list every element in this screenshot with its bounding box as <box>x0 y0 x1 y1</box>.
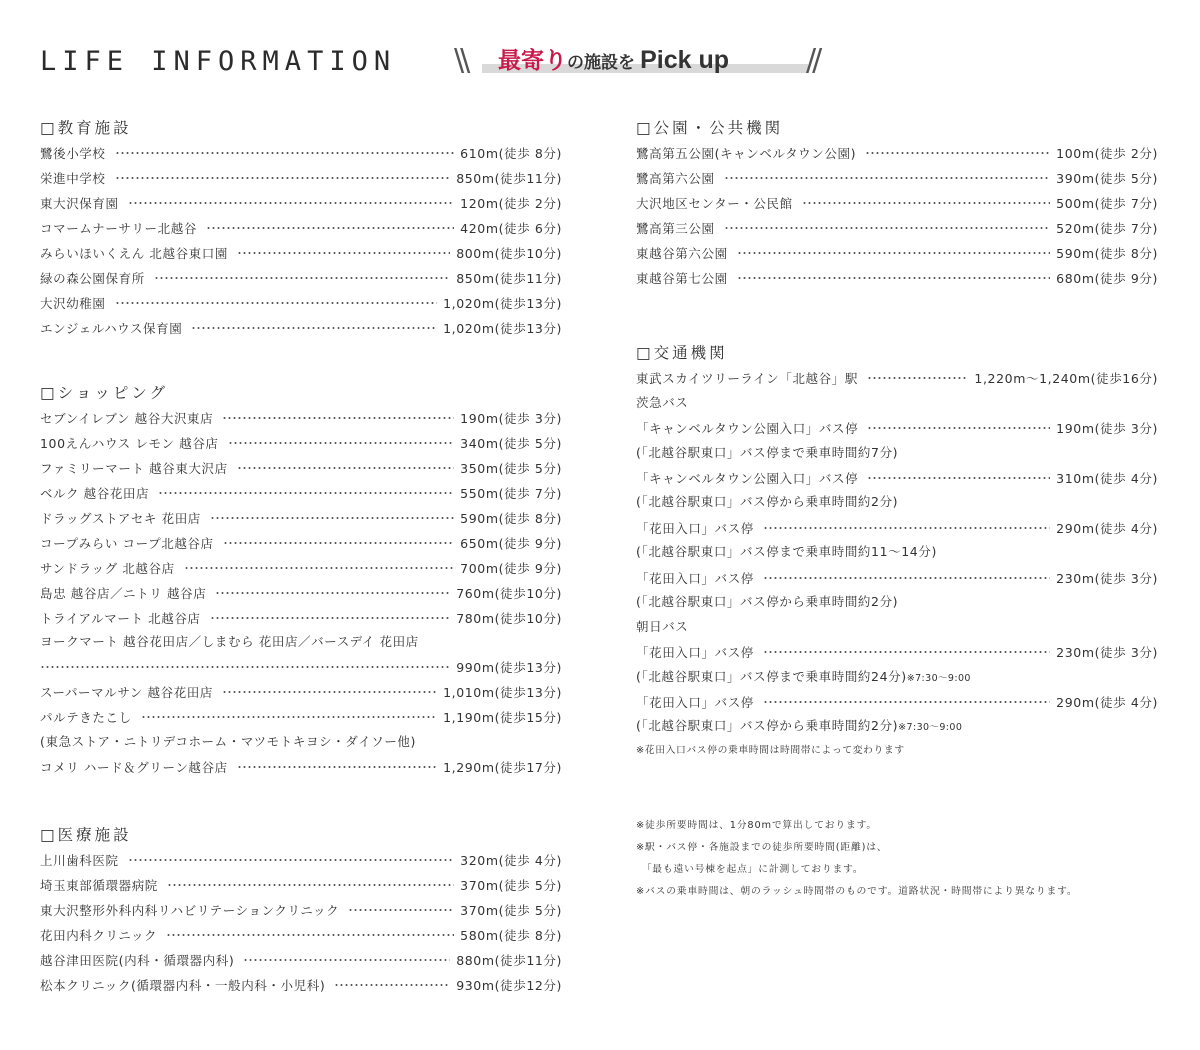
medical-title: □医療施設 <box>40 826 132 844</box>
facility-distance: 650m(徒歩 9分) <box>460 535 562 551</box>
transport-bus-name: 「花田入口」バス停 <box>636 645 754 661</box>
leader-dots <box>115 302 438 304</box>
parks-title: □公園・公共機関 <box>636 119 784 137</box>
leader-dots <box>141 716 437 718</box>
education-section <box>40 116 562 340</box>
facility-distance: 520m(徒歩 7分) <box>1056 221 1158 237</box>
facility-row <box>636 216 1158 241</box>
facility-distance: 780m(徒歩10分) <box>456 610 562 626</box>
transport-tobu-name: 東武スカイツリーライン「北越谷」駅 <box>636 371 858 387</box>
facility-name: ファミリーマート 越谷東大沢店 <box>40 461 228 477</box>
transport-title: □交通機関 <box>636 344 728 362</box>
facility-row <box>40 705 562 730</box>
facility-distance: 1,020m(徒歩13分) <box>443 320 562 336</box>
leader-dots <box>237 252 450 254</box>
leader-dots <box>348 909 454 911</box>
transport-bus-value: 290m(徒歩 4分) <box>1056 695 1158 711</box>
facility-distance: 880m(徒歩11分) <box>456 953 562 968</box>
leader-dots <box>724 177 1051 179</box>
leader-dots <box>867 427 1050 429</box>
facility-name: ドラッグストアセキ 花田店 <box>40 511 201 526</box>
facility-name: 緑の森公園保育所 <box>40 270 145 286</box>
shopping-york-value: 990m(徒歩13分) <box>456 660 562 676</box>
leader-dots <box>191 327 437 329</box>
facility-name: 越谷津田医院(内科・循環器内科) <box>40 953 235 968</box>
leader-dots <box>115 177 451 179</box>
leader-dots <box>763 527 1050 529</box>
transport-bus-note-text: (「北越谷駅東口」バス停から乗車時間約2分) <box>636 718 899 734</box>
facility-distance: 550m(徒歩 7分) <box>460 486 562 502</box>
leader-dots <box>222 417 454 419</box>
facility-distance: 610m(徒歩 8分) <box>460 146 562 162</box>
transport-bus-note-text: (「北越谷駅東口」バス停まで乗車時間約24分) <box>636 668 907 684</box>
leader-dots <box>206 227 454 229</box>
facility-distance: 760m(徒歩10分) <box>456 585 562 601</box>
facility-row <box>40 315 562 340</box>
shopping-list-c <box>40 754 562 779</box>
shopping-section <box>40 381 562 779</box>
facility-row <box>40 873 562 898</box>
facility-name: サンドラッグ 北越谷店 <box>40 560 175 576</box>
facility-row <box>40 216 562 241</box>
leader-dots <box>737 252 1050 254</box>
facility-name: 東越谷第六公園 <box>636 246 728 261</box>
leader-dots <box>865 152 1050 154</box>
facility-distance: 370m(徒歩 5分) <box>460 878 562 894</box>
facility-distance: 500m(徒歩 7分) <box>1056 196 1158 212</box>
transport-bus-note <box>636 714 1158 739</box>
parks-section <box>636 116 1158 290</box>
leader-dots <box>167 884 454 886</box>
facility-distance: 680m(徒歩 9分) <box>1056 270 1158 286</box>
slash-decoration-right: // <box>806 43 819 78</box>
transport-bus-row <box>636 466 1158 491</box>
facility-name: 埼玉東部循環器病院 <box>40 878 158 894</box>
facility-name: 上川歯科医院 <box>40 853 119 869</box>
leader-dots <box>115 152 455 154</box>
facility-distance: 120m(徒歩 2分) <box>460 196 562 212</box>
facility-row <box>40 530 562 555</box>
education-list <box>40 141 562 340</box>
medical-section <box>40 823 562 997</box>
page-title: LIFE INFORMATION <box>40 46 397 77</box>
transport-bus-value: 190m(徒歩 3分) <box>1056 421 1158 437</box>
transport-bus-note <box>636 665 1158 690</box>
leader-dots <box>184 567 454 569</box>
facility-name: 大沢幼稚園 <box>40 295 106 311</box>
transport-bus-row <box>636 640 1158 665</box>
shopping-york-row <box>40 655 562 680</box>
leader-dots <box>154 277 450 279</box>
transport-bus-name: 「キャンベルタウン公園入口」バス停 <box>636 471 859 486</box>
facility-name: 100えんハウス レモン 越谷店 <box>40 436 219 452</box>
transport-bus-value: 310m(徒歩 4分) <box>1056 471 1158 486</box>
transport-bus-row <box>636 690 1158 715</box>
facility-row <box>636 265 1158 290</box>
transport-bus-row <box>636 565 1158 590</box>
facility-row <box>40 605 562 630</box>
facility-name: 島忠 越谷店／ニトリ 越谷店 <box>40 585 207 601</box>
transport-bus-name: 「花田入口」バス停 <box>636 520 754 536</box>
facility-distance: 390m(徒歩 5分) <box>1056 171 1158 187</box>
facility-row <box>40 406 562 431</box>
leader-dots <box>867 377 968 379</box>
transport-bus-name: 「キャンベルタウン公園入口」バス停 <box>636 421 859 437</box>
facility-name: みらいほいくえん 北越谷東口園 <box>40 246 228 261</box>
facility-row <box>40 456 562 481</box>
facility-row <box>40 290 562 315</box>
facility-row <box>40 166 562 191</box>
facility-name: 東大沢整形外科内科リハビリテーションクリニック <box>40 903 340 919</box>
facility-name: 松本クリニック(循環器内科・一般内科・小児科) <box>40 977 326 993</box>
facility-distance: 930m(徒歩12分) <box>456 977 562 993</box>
facility-name: 東越谷第七公園 <box>636 270 728 286</box>
facility-row <box>40 680 562 705</box>
shopping-list-b <box>40 680 562 730</box>
pickup-en-text: Pick up <box>640 46 730 74</box>
transport-asahi-bus: 朝日バス <box>636 618 689 634</box>
facility-row <box>40 580 562 605</box>
facility-name: 鷺後小学校 <box>40 146 106 162</box>
transport-bus-note: (「北越谷駅東口」バス停まで乗車時間約11〜14分) <box>636 544 937 560</box>
shopping-york-name: ヨークマート 越谷花田店／しまむら 花田店／バースデイ 花田店 <box>40 634 419 650</box>
leader-dots <box>237 766 437 768</box>
parks-list <box>636 141 1158 290</box>
facility-row <box>40 191 562 216</box>
leader-dots <box>222 691 437 693</box>
leader-dots <box>210 617 451 619</box>
facility-distance: 580m(徒歩 8分) <box>460 928 562 944</box>
transport-ibaraki-bus: 茨急バス <box>636 394 689 410</box>
leader-dots <box>763 577 1050 579</box>
leader-dots <box>724 227 1051 229</box>
pickup-heading <box>498 43 729 80</box>
facility-distance: 190m(徒歩 3分) <box>460 411 562 427</box>
facility-distance: 340m(徒歩 5分) <box>460 436 562 452</box>
transport-bus-name: 「花田入口」バス停 <box>636 695 754 711</box>
facility-row <box>40 265 562 290</box>
facility-distance: 1,190m(徒歩15分) <box>443 710 562 726</box>
facility-row <box>40 898 562 923</box>
facility-distance: 370m(徒歩 5分) <box>460 903 562 919</box>
facility-name: パルテきたこし <box>40 710 132 726</box>
facility-name: エンジェルハウス保育園 <box>40 320 183 336</box>
leader-dots <box>210 517 454 519</box>
facility-distance: 850m(徒歩11分) <box>456 270 562 286</box>
footnote: ※徒歩所要時間は、1分80mで算出しております。 <box>636 820 878 831</box>
transport-bus-time: ※7:30〜9:00 <box>906 672 971 684</box>
facility-name: コマームナーサリー北越谷 <box>40 221 197 237</box>
transport-bus-row <box>636 515 1158 540</box>
pickup-accent-text: 最寄り <box>498 48 567 74</box>
facility-name: 鷺高第五公園(キャンベルタウン公園) <box>636 146 857 162</box>
leader-dots <box>237 467 454 469</box>
education-title: □教育施設 <box>40 119 132 137</box>
transport-tobu-row <box>636 366 1158 391</box>
facility-distance: 100m(徒歩 2分) <box>1056 146 1158 162</box>
facility-distance: 1,020m(徒歩13分) <box>443 295 562 311</box>
facility-distance: 800m(徒歩10分) <box>456 246 562 261</box>
transport-tobu-value: 1,220m〜1,240m(徒歩16分) <box>974 371 1158 387</box>
transport-bus-value: 230m(徒歩 3分) <box>1056 645 1158 661</box>
leader-dots <box>166 934 454 936</box>
transport-bus-value: 290m(徒歩 4分) <box>1056 520 1158 536</box>
pickup-mid-text: の施設を <box>567 53 635 73</box>
leader-dots <box>737 277 1050 279</box>
facility-distance: 850m(徒歩11分) <box>456 171 562 187</box>
leader-dots <box>763 651 1050 653</box>
facility-name: トライアルマート 北越谷店 <box>40 610 201 626</box>
facility-row <box>40 241 562 266</box>
facility-row <box>40 972 562 997</box>
facility-row <box>40 506 562 531</box>
facility-row <box>636 191 1158 216</box>
facility-name: コープみらい コープ北越谷店 <box>40 535 214 551</box>
transport-bus-value: 230m(徒歩 3分) <box>1056 570 1158 586</box>
facility-name: ベルク 越谷花田店 <box>40 486 150 502</box>
slash-decoration-left: \\ <box>454 43 467 78</box>
shopping-parte-note: (東急ストア・ニトリデコホーム・マツモトキヨシ・ダイソー他) <box>40 733 417 749</box>
footnote: ※駅・バス停・各施設までの徒歩所要時間(距離)は、 <box>636 842 888 853</box>
facility-row <box>40 848 562 873</box>
facility-distance: 1,290m(徒歩17分) <box>443 759 562 775</box>
facility-row <box>40 948 562 973</box>
leader-dots <box>128 202 455 204</box>
transport-bus-note: (「北越谷駅東口」バス停まで乗車時間約7分) <box>636 444 899 460</box>
transport-hanada-note: ※花田入口バス停の乗車時間は時間帯によって変わります <box>636 745 905 757</box>
facility-name: スーパーマルサン 越谷花田店 <box>40 685 213 701</box>
shopping-title: □ショッピング <box>40 384 169 402</box>
medical-list <box>40 848 562 997</box>
facility-row <box>40 141 562 166</box>
leader-dots <box>334 984 450 986</box>
facility-name: セブンイレブン 越谷大沢東店 <box>40 411 214 427</box>
leader-dots <box>228 442 455 444</box>
facility-row <box>40 555 562 580</box>
footnotes <box>636 815 1078 903</box>
leader-dots <box>802 202 1050 204</box>
leader-dots <box>867 477 1050 479</box>
leader-dots <box>243 959 450 961</box>
facility-name: 鷺高第六公園 <box>636 171 715 187</box>
transport-bus-name: 「花田入口」バス停 <box>636 570 754 586</box>
shopping-list-a <box>40 406 562 630</box>
leader-dots <box>223 542 455 544</box>
facility-name: コメリ ハード＆グリーン越谷店 <box>40 759 228 775</box>
transport-bus-row <box>636 416 1158 441</box>
facility-distance: 590m(徒歩 8分) <box>460 511 562 526</box>
facility-row <box>40 923 562 948</box>
footnote: 「最も遠い号棟を起点」に計測しております。 <box>636 864 864 875</box>
leader-dots <box>128 859 455 861</box>
facility-row <box>636 241 1158 266</box>
facility-distance: 320m(徒歩 4分) <box>460 853 562 869</box>
facility-row <box>40 481 562 506</box>
facility-distance: 700m(徒歩 9分) <box>460 560 562 576</box>
facility-name: 大沢地区センター・公民館 <box>636 196 793 212</box>
facility-row <box>40 754 562 779</box>
leader-dots <box>40 666 450 668</box>
transport-bus-note: (「北越谷駅東口」バス停から乗車時間約2分) <box>636 594 899 610</box>
facility-distance: 420m(徒歩 6分) <box>460 221 562 237</box>
facility-name: 鷺高第三公園 <box>636 221 715 237</box>
transport-bus-note: (「北越谷駅東口」バス停から乗車時間約2分) <box>636 494 899 510</box>
transport-bus-time: ※7:30〜9:00 <box>898 722 963 734</box>
facility-name: 栄進中学校 <box>40 171 106 187</box>
footnote: ※バスの乗車時間は、朝のラッシュ時間帯のものです。道路状況・時間帯により異なります。 <box>636 886 1078 897</box>
facility-distance: 1,010m(徒歩13分) <box>443 685 562 701</box>
facility-distance: 350m(徒歩 5分) <box>460 461 562 477</box>
leader-dots <box>215 592 450 594</box>
facility-distance: 590m(徒歩 8分) <box>1056 246 1158 261</box>
facility-row <box>636 166 1158 191</box>
facility-row <box>40 431 562 456</box>
leader-dots <box>763 701 1050 703</box>
facility-name: 東大沢保育園 <box>40 196 119 212</box>
leader-dots <box>158 492 454 494</box>
facility-name: 花田内科クリニック <box>40 928 158 944</box>
facility-row <box>636 141 1158 166</box>
transport-section <box>636 341 1158 764</box>
